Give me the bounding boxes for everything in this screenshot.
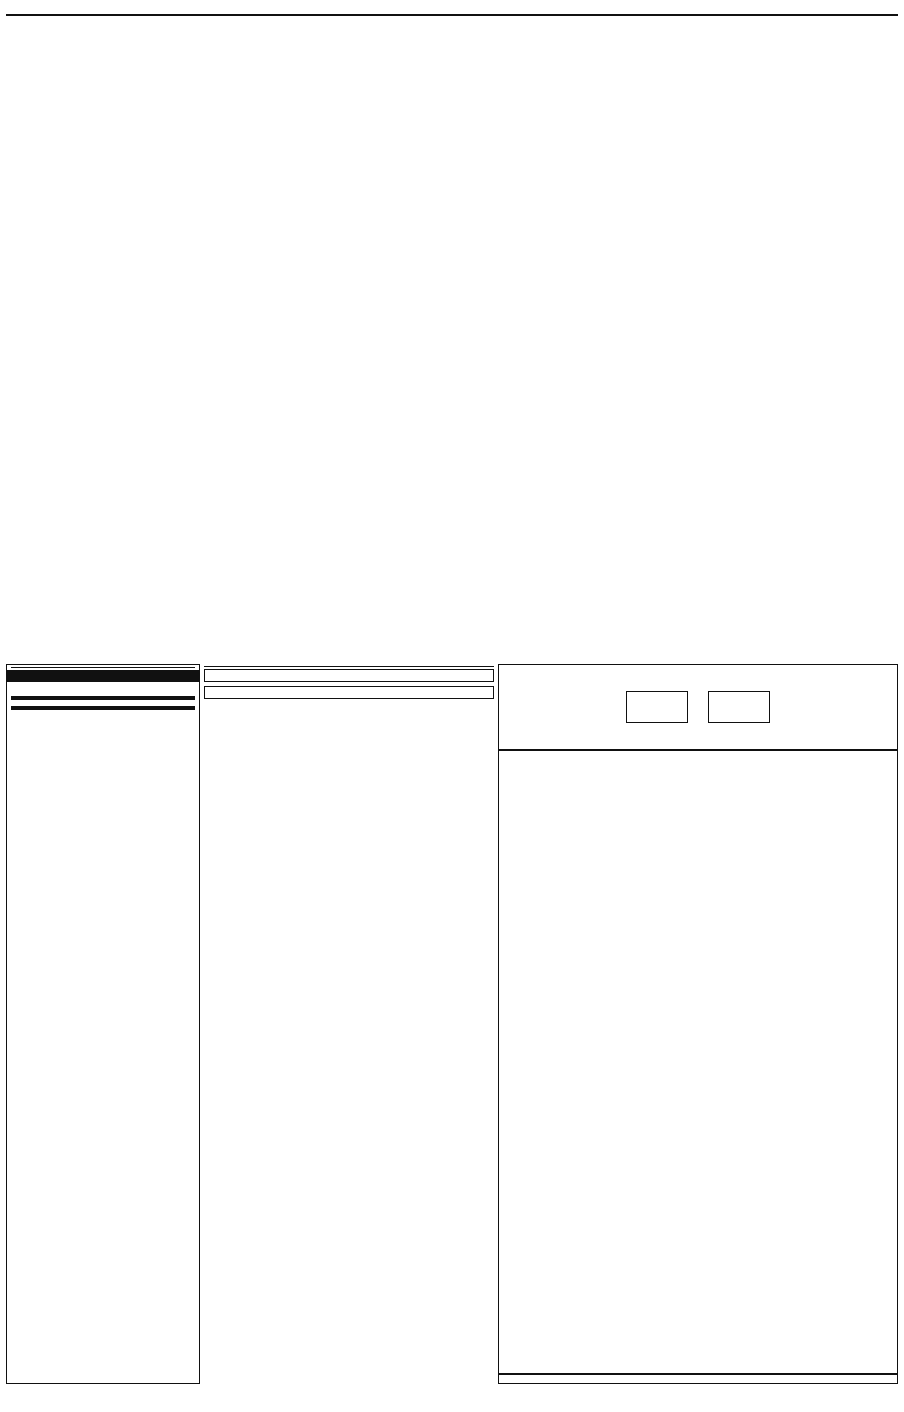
running-header: [6, 4, 898, 16]
bingo-directory-footer: [499, 1373, 897, 1383]
middle-ads: [204, 664, 494, 1384]
re-logo: [7, 670, 199, 682]
bingo-card-icon: [626, 691, 688, 723]
bingo-banner: [499, 665, 897, 751]
bingo-card-icon: [708, 691, 770, 723]
career-training-ad: [204, 686, 494, 699]
weir-manuel-footer: [11, 706, 195, 710]
automotive-ad: [204, 669, 494, 682]
re-section-heading: [11, 667, 195, 668]
auto-section-heading: [204, 666, 494, 667]
career-sales-bar: [11, 696, 195, 700]
classified-columns: [6, 20, 898, 660]
real-estate-one-ad: [6, 664, 200, 1384]
bingo-directory: [498, 664, 898, 1384]
lower-section: [6, 664, 898, 1384]
